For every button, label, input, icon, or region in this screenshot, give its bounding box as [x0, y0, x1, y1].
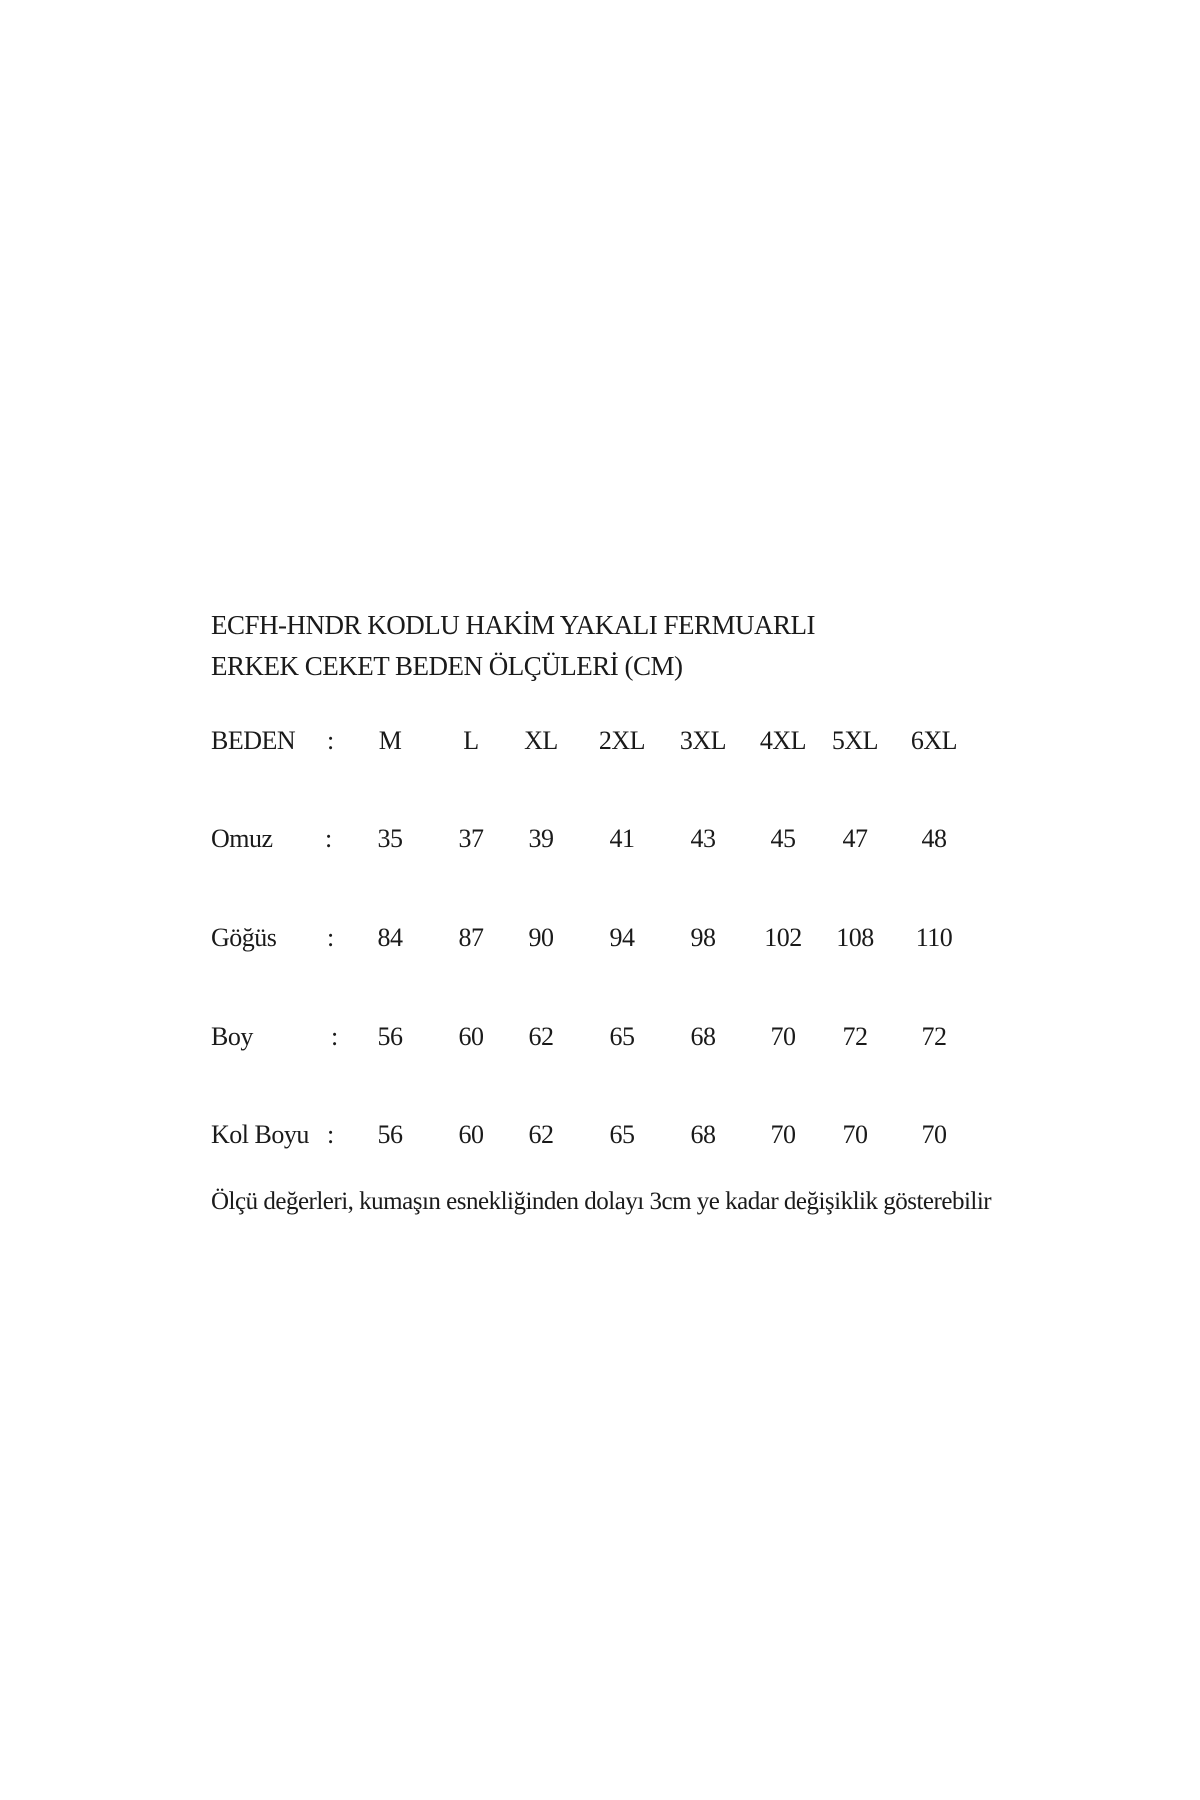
row-label: Göğüs — [211, 923, 277, 952]
measurement-cell: 68 — [690, 1022, 716, 1051]
row-label: BEDEN — [211, 726, 296, 755]
measurement-cell: 37 — [458, 824, 484, 853]
row-colon: : — [327, 923, 334, 952]
measurement-cell: 72 — [921, 1022, 947, 1051]
measurement-cell: 62 — [528, 1120, 554, 1149]
measurement-cell: 56 — [377, 1022, 403, 1051]
measurement-cell: 98 — [690, 923, 716, 952]
row-colon: : — [325, 824, 332, 853]
measurement-cell: 70 — [842, 1120, 868, 1149]
measurement-cell: 87 — [458, 923, 484, 952]
measurement-cell: 56 — [377, 1120, 403, 1149]
measurement-cell: 110 — [915, 923, 953, 952]
measurement-cell: 43 — [690, 824, 716, 853]
measurement-cell: 70 — [770, 1120, 796, 1149]
measurement-cell: 39 — [528, 824, 554, 853]
measurement-cell: 35 — [377, 824, 403, 853]
measurement-cell: 68 — [690, 1120, 716, 1149]
size-header-cell: XL — [524, 726, 558, 755]
measurement-cell: 48 — [921, 824, 947, 853]
row-colon: : — [327, 1120, 334, 1149]
measurement-cell: 102 — [764, 923, 802, 952]
row-label: Kol Boyu — [211, 1120, 309, 1149]
measurement-cell: 70 — [921, 1120, 947, 1149]
measurement-cell: 47 — [842, 824, 868, 853]
size-header-cell: 5XL — [831, 726, 879, 755]
row-label: Boy — [211, 1022, 253, 1051]
size-header-cell: 3XL — [679, 726, 727, 755]
measurement-cell: 94 — [609, 923, 635, 952]
measurement-cell: 65 — [609, 1120, 635, 1149]
measurement-cell: 65 — [609, 1022, 635, 1051]
title-line-2: ERKEK CEKET BEDEN ÖLÇÜLERİ (CM) — [211, 651, 683, 681]
row-label: Omuz — [211, 824, 273, 853]
size-header-cell: L — [463, 726, 479, 755]
size-header-cell: M — [378, 726, 402, 755]
measurement-cell: 108 — [836, 923, 874, 952]
measurement-cell: 62 — [528, 1022, 554, 1051]
size-header-cell: 2XL — [598, 726, 646, 755]
row-colon: : — [327, 726, 334, 755]
measurement-cell: 90 — [528, 923, 554, 952]
title-line-1: ECFH-HNDR KODLU HAKİM YAKALI FERMUARLI — [211, 610, 815, 640]
measurement-cell: 84 — [377, 923, 403, 952]
size-header-cell: 6XL — [910, 726, 958, 755]
measurement-cell: 41 — [609, 824, 635, 853]
row-colon: : — [331, 1022, 338, 1051]
measurement-cell: 60 — [458, 1120, 484, 1149]
measurement-cell: 60 — [458, 1022, 484, 1051]
size-header-cell: 4XL — [759, 726, 807, 755]
measurement-cell: 72 — [842, 1022, 868, 1051]
measurement-cell: 70 — [770, 1022, 796, 1051]
measurement-note: Ölçü değerleri, kumaşın esnekliğinden dolayı 3cm ye kadar değişiklik gösterebilir — [211, 1188, 992, 1215]
measurement-cell: 45 — [770, 824, 796, 853]
